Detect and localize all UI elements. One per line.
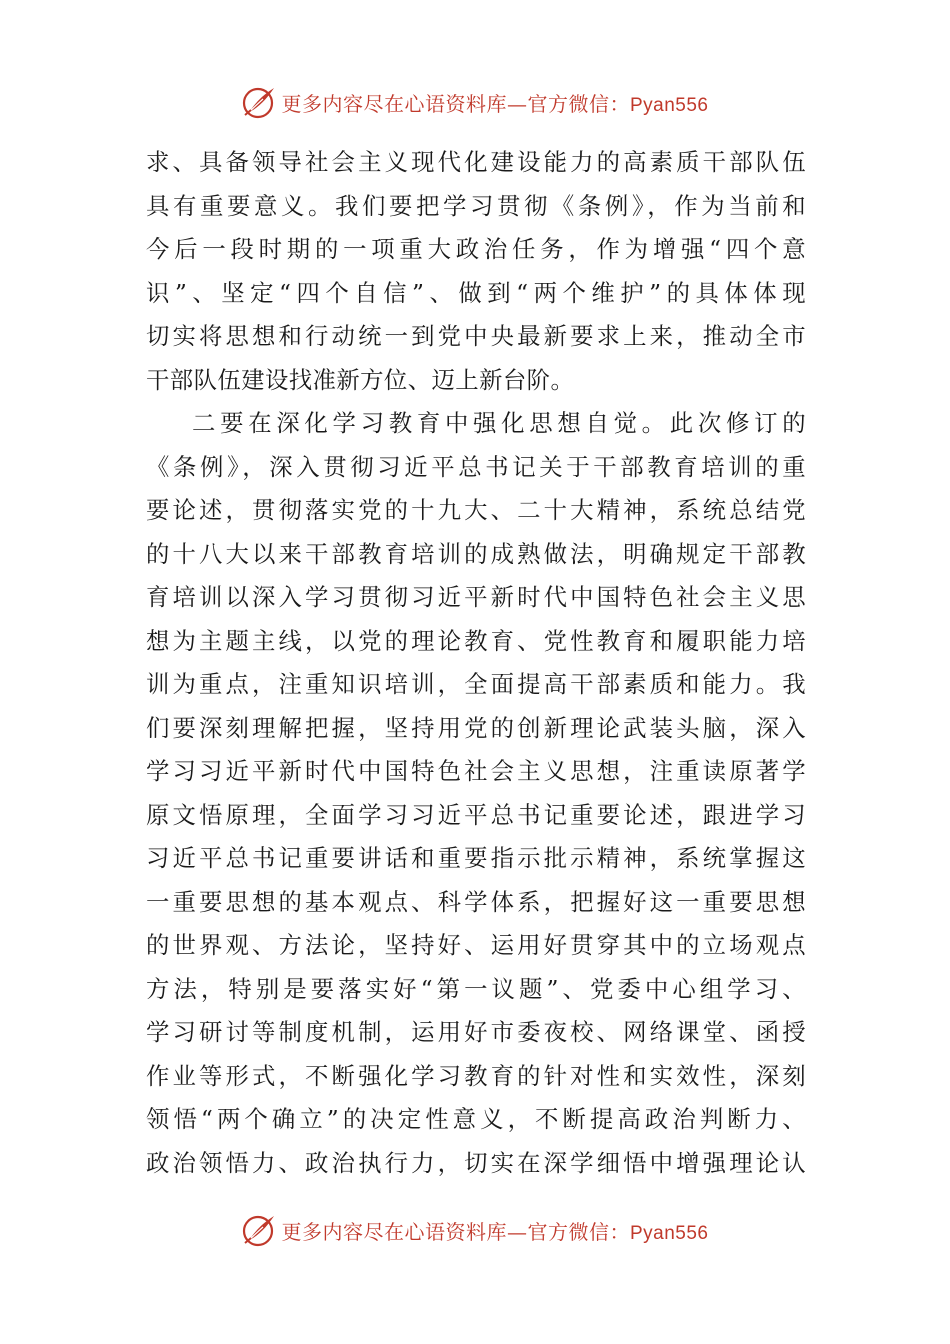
text-line: 的世界观、方法论，坚持好、运用好贯穿其中的立场观点 bbox=[146, 931, 806, 959]
text-line: 育培训以深入学习贯彻习近平新时代中国特色社会主义思 bbox=[146, 583, 806, 611]
text-line: 具有重要意义。我们要把学习贯彻《条例》，作为当前和 bbox=[146, 191, 806, 220]
quill-logo-icon bbox=[241, 84, 277, 120]
text-line: 学习研讨等制度机制，运用好市委夜校、网络课堂、函授 bbox=[146, 1018, 806, 1046]
text-line: 今后一段时期的一项重大政治任务，作为增强“四个意 bbox=[146, 235, 806, 263]
quill-logo-icon bbox=[241, 1212, 277, 1248]
footer-watermark-banner bbox=[0, 1210, 950, 1250]
text-line: 想为主题主线，以党的理论教育、党性教育和履职能力培 bbox=[146, 626, 806, 655]
text-line: 二要在深化学习教育中强化思想自觉。此次修订的 bbox=[192, 409, 806, 437]
text-line: 《条例》，深入贯彻习近平总书记关于干部教育培训的重 bbox=[146, 452, 806, 481]
text-line: 一重要思想的基本观点、科学体系，把握好这一重要思想 bbox=[146, 887, 806, 916]
text-line: 求、具备领导社会主义现代化建设能力的高素质干部队伍 bbox=[146, 148, 806, 176]
header-watermark-banner bbox=[0, 82, 950, 122]
text-line: 的十八大以来干部教育培训的成熟做法，明确规定干部教 bbox=[146, 539, 806, 568]
text-line: 干部队伍建设找准新方位、迈上新台阶。 bbox=[146, 365, 575, 394]
text-line: 学习习近平新时代中国特色社会主义思想，注重读原著学 bbox=[146, 757, 806, 785]
banner-text: 更多内容尽在心语资料库—官方微信：Pyan556 bbox=[281, 1219, 709, 1244]
document-body bbox=[146, 141, 806, 1185]
banner-text: 更多内容尽在心语资料库—官方微信：Pyan556 bbox=[281, 91, 709, 116]
text-line: 政治领悟力、政治执行力，切实在深学细悟中增强理论认 bbox=[146, 1148, 806, 1177]
text-line: 方法，特别是要落实好“第一议题”、党委中心组学习、 bbox=[146, 974, 806, 1003]
text-line: 训为重点，注重知识培训，全面提高干部素质和能力。我 bbox=[146, 670, 806, 698]
text-line: 要论述，贯彻落实党的十九大、二十大精神，系统总结党 bbox=[146, 496, 806, 524]
text-line: 领悟“两个确立”的决定性意义，不断提高政治判断力、 bbox=[146, 1105, 806, 1133]
text-line: 原文悟原理，全面学习习近平总书记重要论述，跟进学习 bbox=[146, 800, 806, 829]
text-line: 作业等形式，不断强化学习教育的针对性和实效性，深刻 bbox=[146, 1061, 806, 1090]
text-line: 识”、坚定“四个自信”、做到“两个维护”的具体体现 bbox=[146, 278, 806, 307]
text-line: 习近平总书记重要讲话和重要指示批示精神，系统掌握这 bbox=[146, 844, 806, 872]
text-line: 们要深刻理解把握，坚持用党的创新理论武装头脑，深入 bbox=[146, 713, 806, 742]
text-line: 切实将思想和行动统一到党中央最新要求上来，推动全市 bbox=[146, 322, 806, 350]
